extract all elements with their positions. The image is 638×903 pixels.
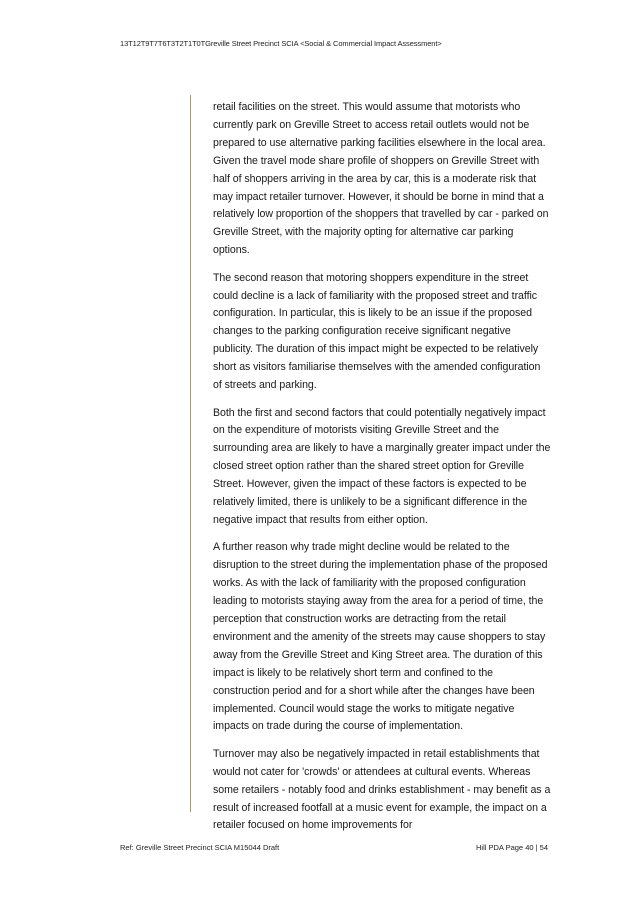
running-header: 13T12T9T7T6T3T2T1T0TGreville Street Precinct SCIA <Social & Commercial Impact Assessment>	[120, 39, 442, 48]
body-text	[213, 99, 551, 845]
paragraph: The second reason that motoring shoppers expenditure in the street could decline is a lack of familiarity with the proposed street and traffic configuration. In particular, this is likely to be an issue if the proposed changes to the parking configuration receive significant negative publicity. The duration of this impact might be expected to be relatively short as visitors familiarise themselves with the amended configuration of streets and parking.	[213, 271, 541, 392]
paragraph: Both the first and second factors that could potentially negatively impact on the expenditure of motorists visiting Greville Street and the surrounding area are likely to have a marginally greater impact under the closed street option rather than the shared street option for Greville Street. However, given the impact of these factors is expected to be relatively limited, there is unlikely to be a significant difference in the negative impact that results from either option.	[213, 406, 551, 526]
footer-page-number: Hill PDA Page 40 | 54	[476, 843, 548, 852]
paragraph: Turnover may also be negatively impacted in retail establishments that would not cater for 'crowds' or attendees at cultural events. Whereas some retailers - notably food and drinks establishment - may benefit as a result of increased footfall at a music event for example, the impact on a retailer focused on home improvements for	[213, 747, 551, 832]
paragraph: retail facilities on the street. This would assume that motorists who currently park on Greville Street to access retail outlets would not be prepared to use alternative parking facilities elsewhere in the local area. Given the travel mode share profile of shoppers on Greville Street with half of shoppers arriving in the area by car, this is a moderate risk that may impact retailer turnover. However, it should be borne in mind that a relatively low proportion of the shoppers that travelled by car - parked on Greville Street, with the majority opting for alternative car parking options.	[213, 101, 549, 257]
footer-reference: Ref: Greville Street Precinct SCIA M15044 Draft	[120, 843, 280, 852]
margin-rule	[190, 95, 191, 812]
paragraph: A further reason why trade might decline would be related to the disruption to the street during the implementation phase of the proposed works. As with the lack of familiarity with the proposed configuration leading to motorists staying away from the area for a period of time, the perception that construction works are detracting from the retail environment and the amenity of the streets may cause shoppers to stay away from the Greville Street and King Street area. The duration of this impact is likely to be relatively short term and confined to the construction period and for a short while after the changes have been implemented. Council would stage the works to mitigate negative impacts on trade during the course of implementation.	[213, 541, 548, 733]
